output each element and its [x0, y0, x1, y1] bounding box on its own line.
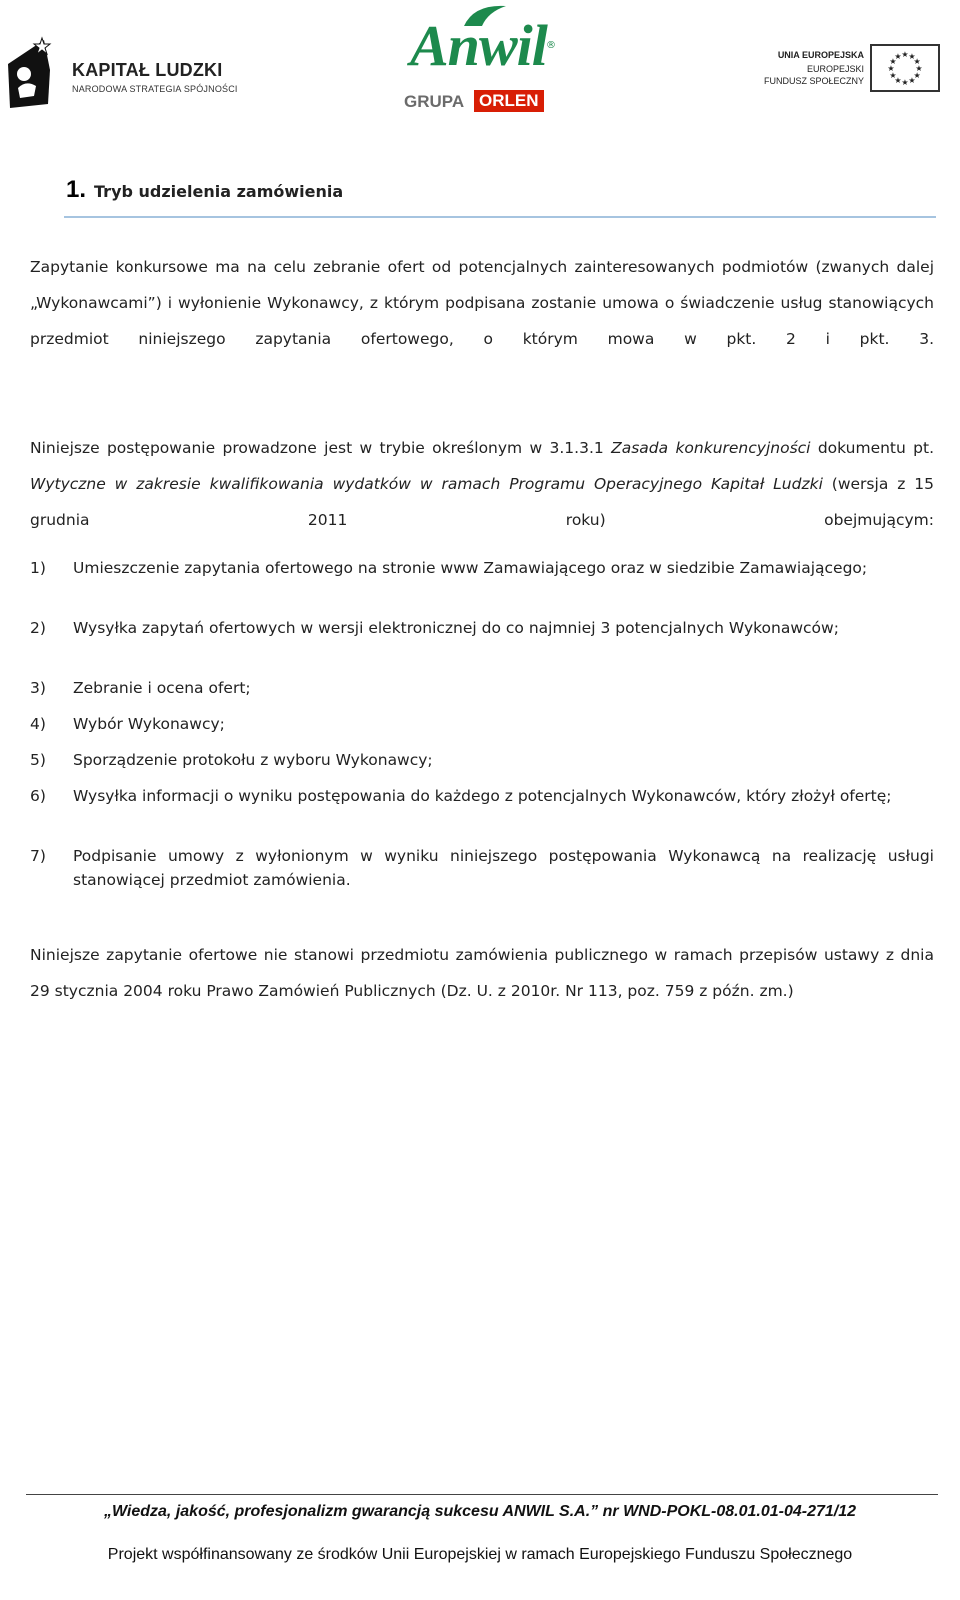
list-item-number: 4) [30, 715, 46, 733]
eu-star-icon: ★ [894, 76, 902, 86]
paragraph-2 [30, 430, 934, 574]
eu-line-3: FUNDUSZ SPOŁECZNY [763, 76, 864, 86]
section-number: 1. [66, 176, 87, 203]
orlen-label: ORLEN [474, 90, 544, 112]
eu-star-icon: ★ [908, 76, 916, 86]
paragraph-2-d: Wytyczne w zakresie kwalifikowania wydatków w ramach Programu Operacyjnego Kapitał Ludzki [30, 475, 823, 493]
heading-rule [64, 216, 936, 218]
footer-project-title: „Wiedza, jakość, profesjonalizm gwarancją sukcesu ANWIL S.A.” nr WND-POKL-08.01.01-04-271/12 [103, 1503, 857, 1520]
list-item-text: Podpisanie umowy z wyłonionym w wyniku niniejszego postępowania Wykonawcą na realizację usługi stanowiącej przedmiot zamówienia. [73, 847, 934, 889]
list-item-text: Umieszczenie zapytania ofertowego na stronie www Zamawiającego oraz w siedzibie Zamawiającego; [73, 559, 868, 577]
eu-star-icon: ★ [889, 57, 897, 66]
list-item-number: 7) [30, 847, 46, 865]
section-heading [66, 176, 343, 204]
grupa-label: GRUPA [404, 92, 465, 111]
list-item-text: Wybór Wykonawcy; [73, 715, 225, 733]
paragraph-1: Zapytanie konkursowe ma na celu zebranie ofert od potencjalnych zainteresowanych podmiotów (zwanych dalej „Wykonawcami”) i wyłonienie Wykonawcy, z którym podpisana zostanie umowa o świadczenie usług stanowiących przedmiot niniejszego zapytania ofertowego, o którym mowa w pkt. 2 i pkt. 3. [30, 258, 934, 348]
paragraph-2-e: (wersja z 15 grudnia 2011 roku) obejmującym: [30, 475, 934, 529]
eu-line-1: UNIA EUROPEJSKA [777, 50, 864, 60]
anwil-wordmark: Anwil [410, 13, 547, 78]
eu-line-2: EUROPEJSKI [806, 64, 864, 74]
eu-star-icon: ★ [887, 64, 895, 73]
list-item-number: 5) [30, 751, 46, 769]
kapital-ludzki-emblem-icon [4, 30, 68, 114]
eu-star-icon: ★ [889, 71, 897, 80]
footer-rule [26, 1494, 938, 1495]
list-item-text: Wysyłka informacji o wyniku postępowania do każdego z potencjalnych Wykonawców, który złożył ofertę; [73, 787, 892, 805]
list-item-number: 2) [30, 619, 46, 637]
footer-cofinancing-note: Projekt współfinansowany ze środków Unii Europejskiej w ramach Europejskiego Funduszu Społecznego [107, 1546, 853, 1563]
section-title: Tryb udzielenia zamówienia [94, 182, 344, 201]
list-item-number: 6) [30, 787, 46, 805]
registered-mark: ® [546, 40, 556, 51]
eu-star-icon: ★ [913, 71, 921, 80]
eu-star-icon: ★ [894, 51, 902, 61]
eu-star-icon: ★ [901, 78, 909, 87]
paragraph-2-c: dokumentu pt. [810, 439, 935, 457]
list-item-number: 1) [30, 559, 46, 577]
list-item-text: Wysyłka zapytań ofertowych w wersji elektronicznej do co najmniej 3 potencjalnych Wykonawców; [73, 619, 839, 637]
eu-star-icon: ★ [908, 51, 916, 61]
paragraph-3: Niniejsze zapytanie ofertowe nie stanowi przedmiotu zamówienia publicznego w ramach przepisów ustawy z dnia 29 stycznia 2004 roku Prawo Zamówień Publicznych (Dz. U. z 2010r. Nr 113, poz. 759 z późn. zm.) [30, 946, 934, 1000]
eu-star-icon: ★ [915, 64, 923, 73]
eu-star-icon: ★ [913, 57, 921, 66]
eu-logo [758, 44, 948, 100]
anwil-logo [404, 2, 564, 114]
kapital-ludzki-title: KAPITAŁ LUDZKI [72, 60, 223, 80]
eu-star-icon: ★ [901, 50, 909, 59]
eu-flag-icon [870, 44, 940, 92]
kapital-ludzki-subtitle: NARODOWA STRATEGIA SPÓJNOŚCI [72, 84, 238, 94]
list-item-text: Sporządzenie protokołu z wyboru Wykonawcy; [73, 751, 433, 769]
list-item-text: Zebranie i ocena ofert; [73, 679, 251, 697]
list-item-number: 3) [30, 679, 46, 697]
paragraph-2-b: Zasada konkurencyjności [611, 439, 811, 457]
paragraph-2-a: Niniejsze postępowanie prowadzone jest w trybie określonym w 3.1.3.1 [30, 439, 612, 457]
kapital-ludzki-logo [4, 30, 244, 114]
